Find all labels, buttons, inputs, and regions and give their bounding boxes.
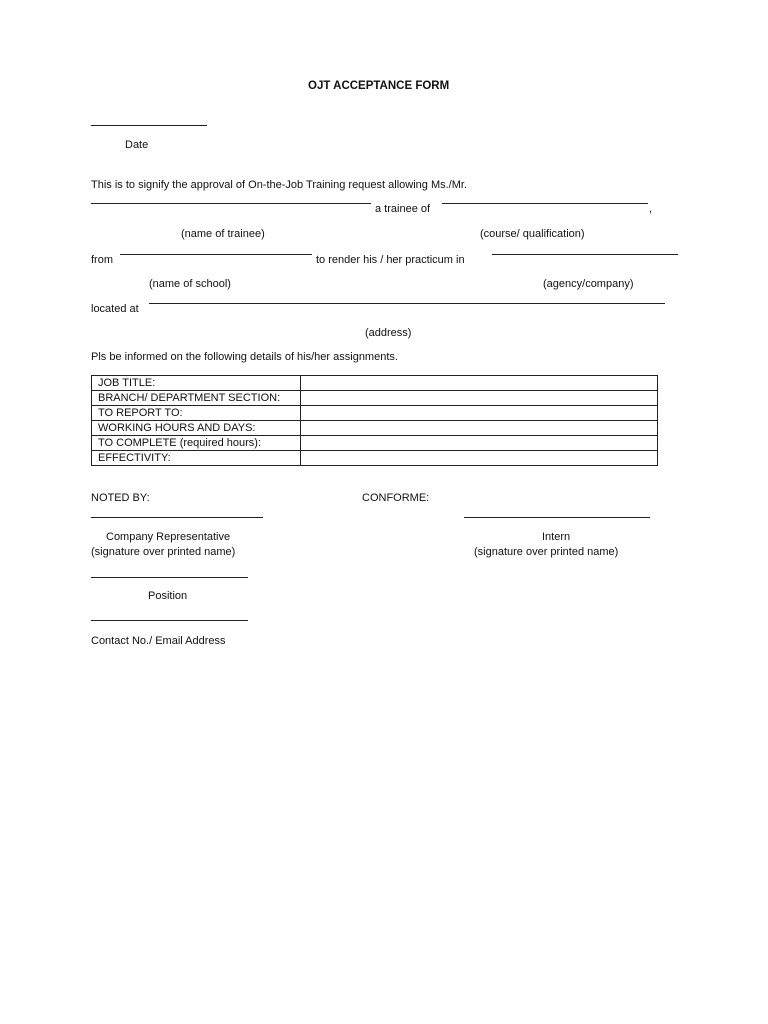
row-label: EFFECTIVITY: xyxy=(92,451,301,466)
located-at-label: located at xyxy=(91,303,139,315)
address-blank[interactable] xyxy=(149,303,665,304)
course-qualification-caption: (course/ qualification) xyxy=(480,228,585,240)
row-value[interactable] xyxy=(301,406,658,421)
form-title: OJT ACCEPTANCE FORM xyxy=(308,80,450,92)
conforme-label: CONFORME: xyxy=(362,492,430,504)
table-row xyxy=(92,421,658,436)
agency-blank[interactable] xyxy=(492,254,678,255)
details-intro: Pls be informed on the following details of his/her assignments. xyxy=(91,351,398,363)
signature-note-right: (signature over printed name) xyxy=(474,546,619,558)
table-row xyxy=(92,391,658,406)
noted-by-label: NOTED BY: xyxy=(91,492,150,504)
row-value[interactable] xyxy=(301,376,658,391)
address-caption: (address) xyxy=(365,327,412,339)
row-value[interactable] xyxy=(301,421,658,436)
row-label: TO REPORT TO: xyxy=(92,406,301,421)
row-label: TO COMPLETE (required hours): xyxy=(92,436,301,451)
school-blank[interactable] xyxy=(120,254,312,255)
trainee-name-blank[interactable] xyxy=(91,203,371,204)
row-value[interactable] xyxy=(301,451,658,466)
table-row xyxy=(92,451,658,466)
intern-signature-blank[interactable] xyxy=(464,517,650,518)
from-label: from xyxy=(91,254,113,266)
trainee-connector: a trainee of xyxy=(375,203,431,215)
date-label: Date xyxy=(125,139,149,151)
row-label: BRANCH/ DEPARTMENT SECTION: xyxy=(92,391,301,406)
name-of-trainee-caption: (name of trainee) xyxy=(181,228,265,240)
position-label: Position xyxy=(148,590,188,602)
row-value[interactable] xyxy=(301,391,658,406)
company-rep-label: Company Representative xyxy=(106,531,231,543)
agency-company-caption: (agency/company) xyxy=(543,278,634,290)
signature-note-left: (signature over printed name) xyxy=(91,546,236,558)
row-value[interactable] xyxy=(301,436,658,451)
position-blank[interactable] xyxy=(91,577,248,578)
name-of-school-caption: (name of school) xyxy=(149,278,231,290)
date-blank[interactable] xyxy=(91,125,207,126)
intern-label: Intern xyxy=(542,531,571,543)
company-rep-signature-blank[interactable] xyxy=(91,517,263,518)
course-blank[interactable] xyxy=(442,203,648,204)
table-row xyxy=(92,436,658,451)
row-label: JOB TITLE: xyxy=(92,376,301,391)
comma: , xyxy=(649,203,653,215)
row-label: WORKING HOURS AND DAYS: xyxy=(92,421,301,436)
table-row xyxy=(92,376,658,391)
contact-blank[interactable] xyxy=(91,620,248,621)
table-row xyxy=(92,406,658,421)
assignment-table xyxy=(91,375,658,466)
contact-label: Contact No./ Email Address xyxy=(91,635,226,647)
intro-text: This is to signify the approval of On-the-Job Training request allowing Ms./Mr. xyxy=(91,179,468,191)
render-text: to render his / her practicum in xyxy=(316,254,465,266)
